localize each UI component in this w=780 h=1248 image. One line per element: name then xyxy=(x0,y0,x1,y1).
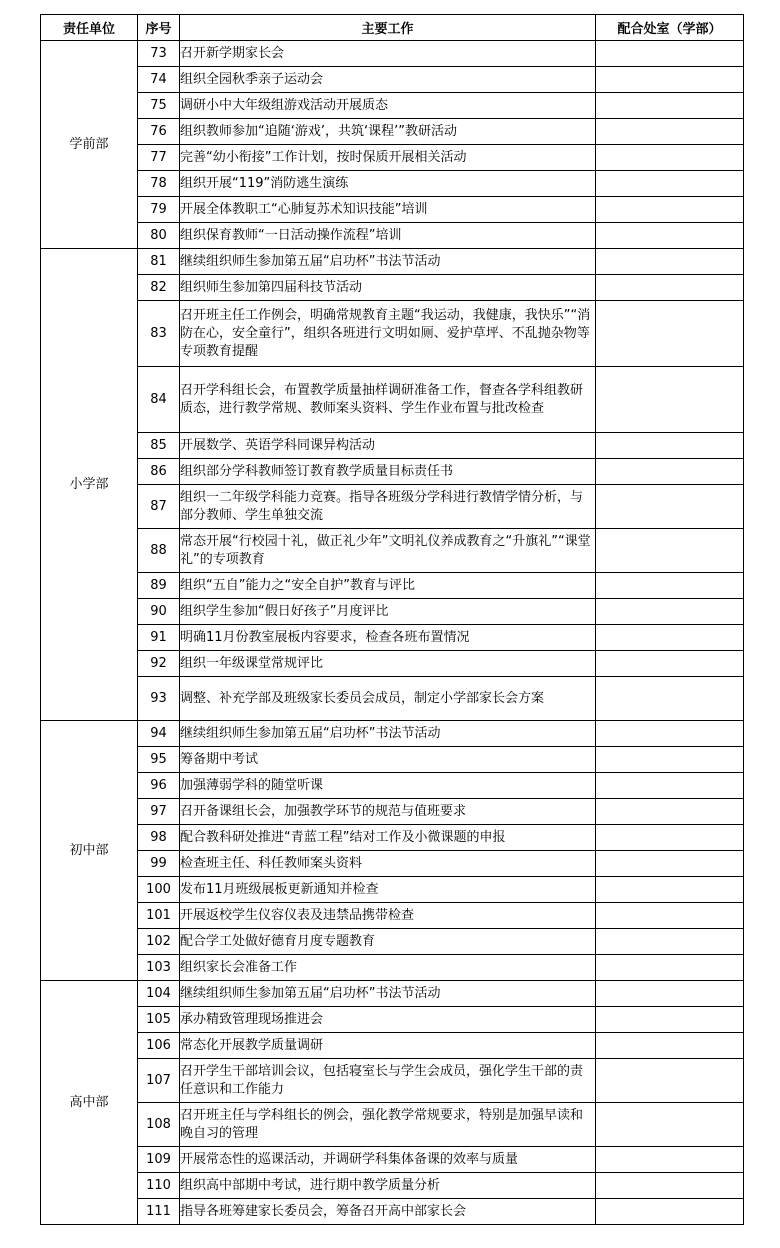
table-row xyxy=(41,485,744,529)
row-number: 93 xyxy=(138,677,180,721)
row-number: 108 xyxy=(138,1103,180,1147)
table-row xyxy=(41,1033,744,1059)
department-cell xyxy=(596,625,744,651)
table-row xyxy=(41,981,744,1007)
table-row xyxy=(41,197,744,223)
table-row xyxy=(41,93,744,119)
work-cell: 调研小中大年级组游戏活动开展质态 xyxy=(180,93,596,119)
department-cell xyxy=(596,67,744,93)
row-number: 101 xyxy=(138,903,180,929)
table-row xyxy=(41,171,744,197)
table-row xyxy=(41,747,744,773)
department-cell xyxy=(596,171,744,197)
work-cell: 召开班主任工作例会，明确常规教育主题“我运动，我健康，我快乐”“消防在心，安全童行”，组织各班进行文明如厕、爱护草坪、不乱抛杂物等专项教育提醒 xyxy=(180,301,596,367)
department-cell xyxy=(596,485,744,529)
row-number: 84 xyxy=(138,367,180,433)
department-cell xyxy=(596,1147,744,1173)
work-cell: 召开备课组长会，加强教学环节的规范与值班要求 xyxy=(180,799,596,825)
table-row xyxy=(41,573,744,599)
work-cell: 开展全体教职工“心肺复苏术知识技能”培训 xyxy=(180,197,596,223)
row-number: 100 xyxy=(138,877,180,903)
table-row xyxy=(41,773,744,799)
department-cell xyxy=(596,433,744,459)
department-cell xyxy=(596,1059,744,1103)
unit-cell: 高中部 xyxy=(41,981,138,1225)
header-department: 配合处室（学部） xyxy=(596,15,744,41)
table-row xyxy=(41,249,744,275)
table-row xyxy=(41,67,744,93)
department-cell xyxy=(596,1199,744,1225)
work-cell: 组织家长会准备工作 xyxy=(180,955,596,981)
row-number: 80 xyxy=(138,223,180,249)
work-cell: 检查班主任、科任教师案头资料 xyxy=(180,851,596,877)
department-cell xyxy=(596,197,744,223)
table-row xyxy=(41,599,744,625)
header-unit: 责任单位 xyxy=(41,15,138,41)
department-cell xyxy=(596,459,744,485)
department-cell xyxy=(596,677,744,721)
row-number: 102 xyxy=(138,929,180,955)
table-row xyxy=(41,721,744,747)
department-cell xyxy=(596,1103,744,1147)
department-cell xyxy=(596,981,744,1007)
department-cell xyxy=(596,825,744,851)
work-cell: 组织高中部期中考试，进行期中教学质量分析 xyxy=(180,1173,596,1199)
department-cell xyxy=(596,929,744,955)
department-cell xyxy=(596,721,744,747)
work-cell: 指导各班筹建家长委员会，筹备召开高中部家长会 xyxy=(180,1199,596,1225)
row-number: 90 xyxy=(138,599,180,625)
work-cell: 组织部分学科教师签订教育教学质量目标责任书 xyxy=(180,459,596,485)
table-body xyxy=(41,41,744,1225)
table-row xyxy=(41,677,744,721)
row-number: 78 xyxy=(138,171,180,197)
department-cell xyxy=(596,773,744,799)
row-number: 77 xyxy=(138,145,180,171)
work-cell: 组织学生参加“假日好孩子”月度评比 xyxy=(180,599,596,625)
work-cell: 加强薄弱学科的随堂听课 xyxy=(180,773,596,799)
row-number: 89 xyxy=(138,573,180,599)
work-cell: 组织保育教师“一日活动操作流程”培训 xyxy=(180,223,596,249)
table-row xyxy=(41,1103,744,1147)
row-number: 98 xyxy=(138,825,180,851)
row-number: 94 xyxy=(138,721,180,747)
department-cell xyxy=(596,41,744,67)
work-cell: 筹备期中考试 xyxy=(180,747,596,773)
work-cell: 完善“幼小衔接”工作计划，按时保质开展相关活动 xyxy=(180,145,596,171)
work-cell: 组织“五自”能力之“安全自护”教育与评比 xyxy=(180,573,596,599)
department-cell xyxy=(596,747,744,773)
row-number: 74 xyxy=(138,67,180,93)
table-row xyxy=(41,903,744,929)
table-row xyxy=(41,1147,744,1173)
row-number: 82 xyxy=(138,275,180,301)
row-number: 109 xyxy=(138,1147,180,1173)
department-cell xyxy=(596,799,744,825)
table-row xyxy=(41,1199,744,1225)
table-row xyxy=(41,929,744,955)
unit-cell: 学前部 xyxy=(41,41,138,249)
table-row xyxy=(41,1173,744,1199)
work-cell: 继续组织师生参加第五届“启功杯”书法节活动 xyxy=(180,981,596,1007)
department-cell xyxy=(596,599,744,625)
department-cell xyxy=(596,529,744,573)
table-row xyxy=(41,955,744,981)
work-cell: 开展常态性的巡课活动，并调研学科集体备课的效率与质量 xyxy=(180,1147,596,1173)
work-cell: 常态开展“行校园十礼，做正礼少年”文明礼仪养成教育之“升旗礼”“课堂礼”的专项教育 xyxy=(180,529,596,573)
table-row xyxy=(41,851,744,877)
row-number: 107 xyxy=(138,1059,180,1103)
department-cell xyxy=(596,275,744,301)
work-cell: 常态化开展教学质量调研 xyxy=(180,1033,596,1059)
work-cell: 调整、补充学部及班级家长委员会成员，制定小学部家长会方案 xyxy=(180,677,596,721)
row-number: 105 xyxy=(138,1007,180,1033)
table-row xyxy=(41,459,744,485)
work-plan-table xyxy=(40,14,744,1225)
work-cell: 召开学生干部培训会议，包括寝室长与学生会成员，强化学生干部的责任意识和工作能力 xyxy=(180,1059,596,1103)
department-cell xyxy=(596,573,744,599)
row-number: 83 xyxy=(138,301,180,367)
unit-cell: 初中部 xyxy=(41,721,138,981)
department-cell xyxy=(596,851,744,877)
table-row xyxy=(41,651,744,677)
work-cell: 召开学科组长会，布置教学质量抽样调研准备工作，督查各学科组教研质态，进行教学常规、教师案头资料、学生作业布置与批改检查 xyxy=(180,367,596,433)
work-cell: 组织教师参加“追随‘游戏’，共筑‘课程’”教研活动 xyxy=(180,119,596,145)
table-row xyxy=(41,799,744,825)
work-cell: 开展数学、英语学科同课异构活动 xyxy=(180,433,596,459)
department-cell xyxy=(596,1033,744,1059)
row-number: 111 xyxy=(138,1199,180,1225)
work-cell: 组织一年级课堂常规评比 xyxy=(180,651,596,677)
row-number: 99 xyxy=(138,851,180,877)
header-row xyxy=(41,15,744,41)
table-row xyxy=(41,529,744,573)
department-cell xyxy=(596,249,744,275)
table-row xyxy=(41,301,744,367)
table-row xyxy=(41,119,744,145)
unit-cell: 小学部 xyxy=(41,249,138,721)
row-number: 97 xyxy=(138,799,180,825)
table-row xyxy=(41,433,744,459)
row-number: 103 xyxy=(138,955,180,981)
work-cell: 发布11月班级展板更新通知并检查 xyxy=(180,877,596,903)
row-number: 86 xyxy=(138,459,180,485)
row-number: 106 xyxy=(138,1033,180,1059)
header-work: 主要工作 xyxy=(180,15,596,41)
work-cell: 承办精致管理现场推进会 xyxy=(180,1007,596,1033)
row-number: 91 xyxy=(138,625,180,651)
row-number: 75 xyxy=(138,93,180,119)
department-cell xyxy=(596,651,744,677)
row-number: 88 xyxy=(138,529,180,573)
department-cell xyxy=(596,955,744,981)
table-row xyxy=(41,877,744,903)
table-row xyxy=(41,41,744,67)
work-cell: 继续组织师生参加第五届“启功杯”书法节活动 xyxy=(180,249,596,275)
work-cell: 组织开展“119”消防逃生演练 xyxy=(180,171,596,197)
department-cell xyxy=(596,903,744,929)
table-row xyxy=(41,625,744,651)
row-number: 110 xyxy=(138,1173,180,1199)
row-number: 87 xyxy=(138,485,180,529)
work-cell: 召开新学期家长会 xyxy=(180,41,596,67)
header-number: 序号 xyxy=(138,15,180,41)
work-cell: 组织师生参加第四届科技节活动 xyxy=(180,275,596,301)
department-cell xyxy=(596,93,744,119)
row-number: 96 xyxy=(138,773,180,799)
row-number: 95 xyxy=(138,747,180,773)
table-row xyxy=(41,275,744,301)
work-cell: 继续组织师生参加第五届“启功杯”书法节活动 xyxy=(180,721,596,747)
department-cell xyxy=(596,367,744,433)
department-cell xyxy=(596,1007,744,1033)
work-cell: 组织一二年级学科能力竞赛。指导各班级分学科进行教情学情分析，与部分教师、学生单独交流 xyxy=(180,485,596,529)
work-cell: 召开班主任与学科组长的例会，强化教学常规要求，特别是加强早读和晚自习的管理 xyxy=(180,1103,596,1147)
department-cell xyxy=(596,1173,744,1199)
row-number: 73 xyxy=(138,41,180,67)
row-number: 79 xyxy=(138,197,180,223)
row-number: 76 xyxy=(138,119,180,145)
work-cell: 配合学工处做好德育月度专题教育 xyxy=(180,929,596,955)
row-number: 81 xyxy=(138,249,180,275)
row-number: 85 xyxy=(138,433,180,459)
row-number: 104 xyxy=(138,981,180,1007)
department-cell xyxy=(596,301,744,367)
table-row xyxy=(41,223,744,249)
table-row xyxy=(41,1059,744,1103)
department-cell xyxy=(596,877,744,903)
work-cell: 明确11月份教室展板内容要求，检查各班布置情况 xyxy=(180,625,596,651)
table-row xyxy=(41,367,744,433)
department-cell xyxy=(596,223,744,249)
table-row xyxy=(41,825,744,851)
table-row xyxy=(41,145,744,171)
department-cell xyxy=(596,145,744,171)
work-cell: 组织全园秋季亲子运动会 xyxy=(180,67,596,93)
work-cell: 配合教科研处推进“青蓝工程”结对工作及小微课题的申报 xyxy=(180,825,596,851)
table-row xyxy=(41,1007,744,1033)
work-cell: 开展返校学生仪容仪表及违禁品携带检查 xyxy=(180,903,596,929)
department-cell xyxy=(596,119,744,145)
row-number: 92 xyxy=(138,651,180,677)
